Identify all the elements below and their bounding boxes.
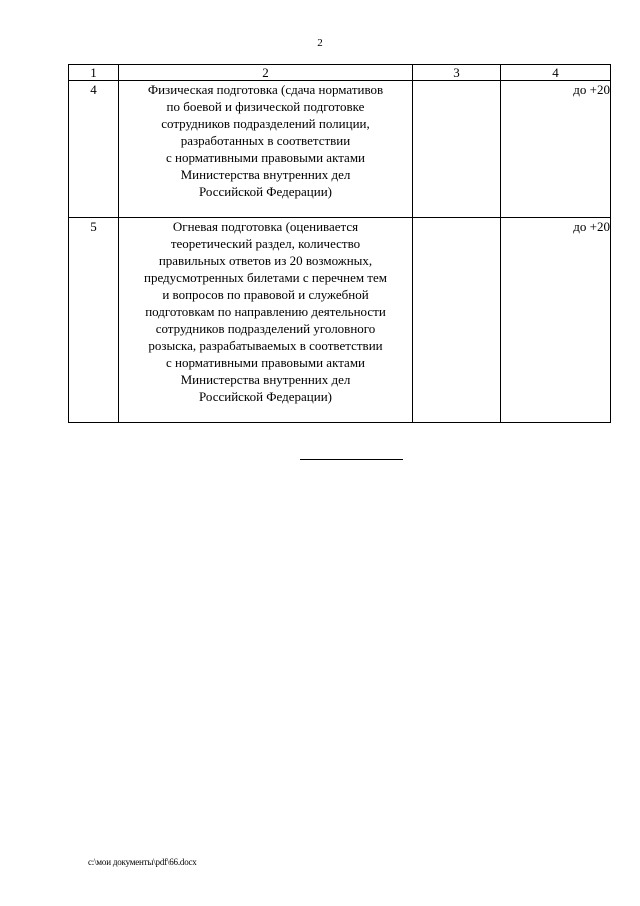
description-line: Физическая подготовка (сдача нормативов bbox=[147, 82, 384, 97]
description-line: разработанных в соответствии bbox=[180, 133, 351, 148]
description-line: предусмотренных билетами с перечнем тем bbox=[144, 270, 387, 285]
row-description bbox=[119, 218, 413, 423]
description-line: Министерства внутренних дел bbox=[180, 167, 351, 182]
description-line: правильных ответов из 20 возможных, bbox=[158, 253, 373, 268]
description-line: с нормативными правовыми актами bbox=[165, 150, 366, 165]
description-line: теоретический раздел, количество bbox=[170, 236, 361, 251]
description-line: и вопросов по правовой и служебной bbox=[162, 287, 369, 302]
row-description bbox=[119, 81, 413, 218]
description-line: сотрудников подразделений полиции, bbox=[161, 116, 370, 131]
description-line: сотрудников подразделений уголовного bbox=[155, 321, 376, 336]
table-row bbox=[69, 81, 611, 218]
description-line: Российской Федерации) bbox=[198, 389, 333, 404]
table-row bbox=[69, 218, 611, 423]
description-line: Российской Федерации) bbox=[198, 184, 333, 199]
description-line: Огневая подготовка (оценивается bbox=[172, 219, 359, 234]
description-line: подготовкам по направлению деятельности bbox=[145, 304, 386, 319]
row-points: до +20 bbox=[501, 218, 611, 423]
column-header-4: 4 bbox=[501, 65, 611, 81]
page-number: 2 bbox=[317, 37, 323, 49]
footer-file-path: c:\мои документы\pdf\66.docx bbox=[88, 857, 197, 867]
row-points: до +20 bbox=[501, 81, 611, 218]
closing-divider bbox=[300, 459, 403, 460]
description-line: по боевой и физической подготовке bbox=[166, 99, 365, 114]
description-line: розыска, разрабатываемых в соответствии bbox=[148, 338, 383, 353]
column-header-3: 3 bbox=[413, 65, 501, 81]
description-line: с нормативными правовыми актами bbox=[165, 355, 366, 370]
column-header-1: 1 bbox=[69, 65, 119, 81]
criteria-table bbox=[68, 64, 611, 423]
description-line: Министерства внутренних дел bbox=[180, 372, 351, 387]
row-number: 4 bbox=[69, 81, 119, 218]
column-header-2: 2 bbox=[119, 65, 413, 81]
row-number: 5 bbox=[69, 218, 119, 423]
row-column-3 bbox=[413, 218, 501, 423]
table-header-row bbox=[69, 65, 611, 81]
row-column-3 bbox=[413, 81, 501, 218]
